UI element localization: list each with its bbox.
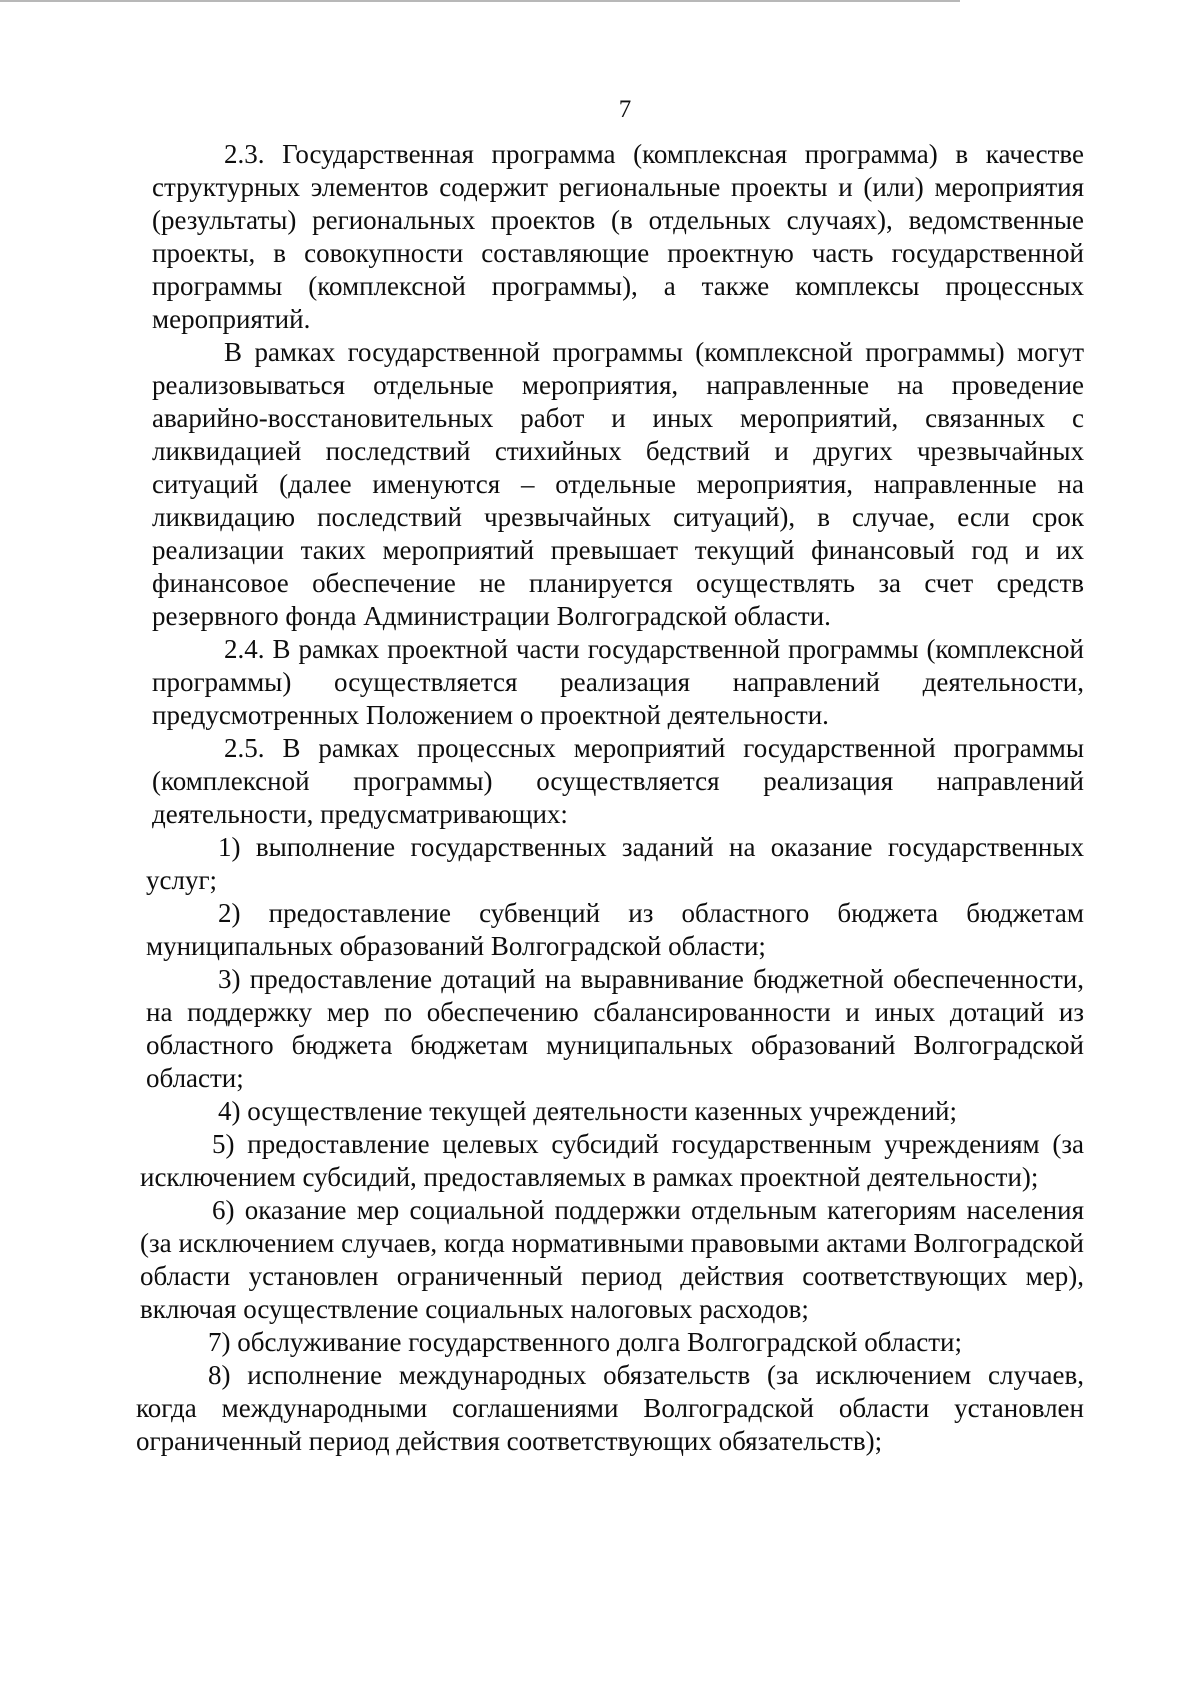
list-item-6: 6) оказание мер социальной поддержки отдельным категориям населения (за исключением случаев, когда нормативными правовыми актами Волгоградской области установлен ограниченный период действия соответствующих мер), включая осуществление социальных налоговых расходов; <box>140 1195 1084 1324</box>
list-item-2: 2) предоставление субвенций из областного бюджета бюджетам муниципальных образований Волгоградской области; <box>146 898 1084 961</box>
list-item-8: 8) исполнение международных обязательств (за исключением случаев, когда международными соглашениями Волгоградской области установлен ограниченный период действия соответствующих обязательств); <box>136 1360 1084 1456</box>
list-item-1: 1) выполнение государственных заданий на оказание государственных услуг; <box>146 832 1084 895</box>
list-item-4: 4) осуществление текущей деятельности казенных учреждений; <box>218 1096 957 1126</box>
list-item-7: 7) обслуживание государственного долга Волгоградской области; <box>208 1327 962 1357</box>
list-item-3: 3) предоставление дотаций на выравнивание бюджетной обеспеченности, на поддержку мер по обеспечению сбалансированности и иных дотаций из областного бюджета бюджетам муниципальных образований Волгоградской области; <box>146 964 1084 1093</box>
document-body <box>136 138 1084 1458</box>
list-item-5: 5) предоставление целевых субсидий государственным учреждениям (за исключением субсидий, предоставляемых в рамках проектной деятельности); <box>140 1129 1084 1192</box>
page-number: 7 <box>618 96 632 123</box>
paragraph-emergency-measures: В рамках государственной программы (комплексной программы) могут реализовываться отдельные мероприятия, направленные на проведение аварийно-восстановительных работ и иных мероприятий, связанных с ликвидацией последствий стихийных бедствий и других чрезвычайных ситуаций (далее именуются – отдельные мероприятия, направленные на ликвидацию последствий чрезвычайных ситуаций), в случае, если срок реализации таких мероприятий превышает текущий финансовый год и их финансовое обеспечение не планируется осуществлять за счет средств резервного фонда Администрации Волгоградской области. <box>152 337 1084 631</box>
paragraph-2-3: 2.3. Государственная программа (комплексная программа) в качестве структурных элементов содержит региональные проекты и (или) мероприятия (результаты) региональных проектов (в отдельных случаях), ведомственные проекты, в совокупности составляющие проектную часть государственной программы (комплексной программы), а также комплексы процессных мероприятий. <box>152 139 1084 334</box>
paragraph-2-4: 2.4. В рамках проектной части государственной программы (комплексной программы) осуществляется реализация направлений деятельности, предусмотренных Положением о проектной деятельности. <box>152 634 1084 730</box>
scan-top-edge <box>0 0 960 2</box>
paragraph-2-5: 2.5. В рамках процессных мероприятий государственной программы (комплексной программы) осуществляется реализация направлений деятельности, предусматривающих: <box>152 733 1084 829</box>
